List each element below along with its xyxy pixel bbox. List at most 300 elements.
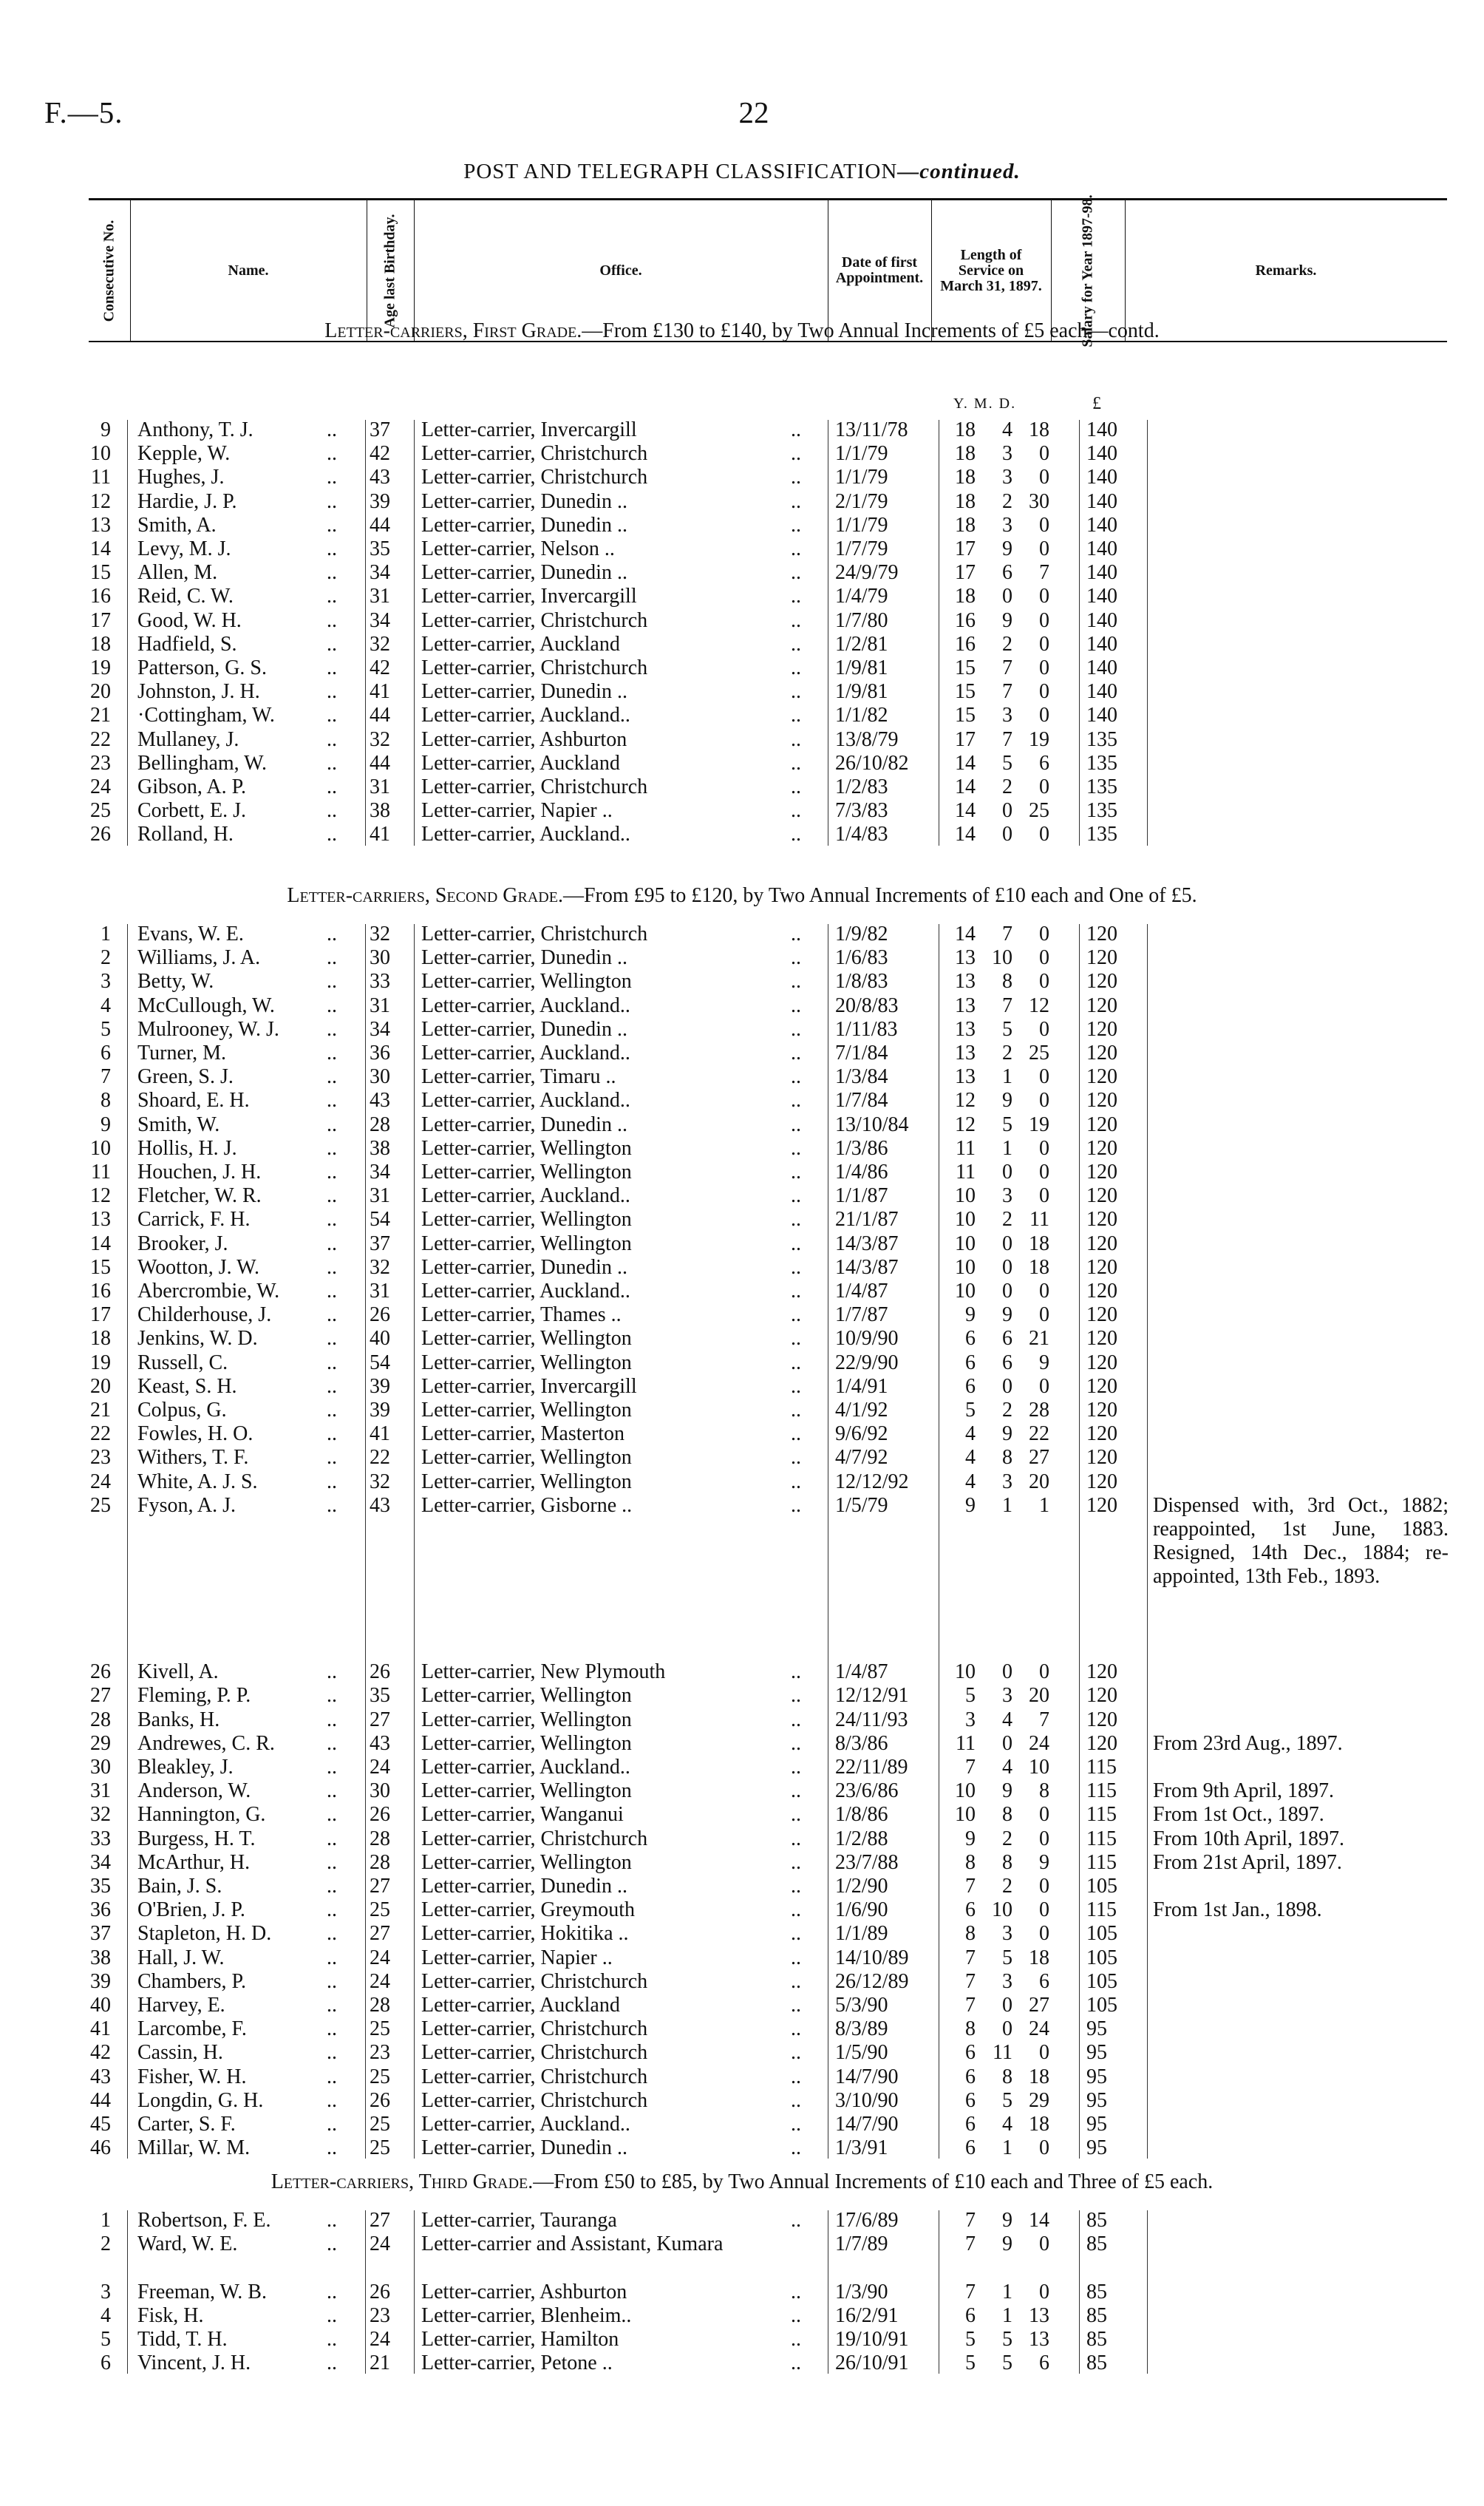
row-name: Cassin, H. — [137, 2041, 223, 2065]
row-number: 5 — [101, 2328, 111, 2351]
row-date: 1/8/86 — [835, 1803, 888, 1827]
row-months: 7 — [1002, 656, 1012, 679]
row-days: 25 — [1029, 1042, 1049, 1064]
leader-dots: .. — [791, 1756, 801, 1779]
leader-dots: .. — [791, 946, 801, 970]
row-years: 10 — [955, 1660, 976, 1684]
document-id: F.—5. — [44, 95, 123, 129]
row-office: Letter-carrier, Dunedin .. — [421, 1875, 627, 1898]
section-heading: Letter-carriers, Second Grade.—From £95 to £120, by Two Annual Increments of £10 each and One of £5. — [287, 884, 1197, 907]
leader-dots: .. — [327, 1303, 337, 1327]
row-number: 16 — [90, 1280, 111, 1303]
row-name: Hadfield, S. — [137, 632, 237, 656]
row-years: 11 — [956, 1161, 976, 1184]
leader-dots: .. — [327, 680, 337, 704]
row-salary: 115 — [1086, 1827, 1117, 1850]
col-header-name: Name. — [228, 262, 269, 279]
row-remarks: From 10th April, 1897. — [1153, 1827, 1345, 1850]
row-name: Reid, C. W. — [137, 585, 234, 608]
row-years: 6 — [965, 2065, 976, 2088]
row-office: Letter-carrier, Invercargill — [421, 418, 637, 441]
row-number: 17 — [90, 608, 111, 632]
row-office: Letter-carrier, Napier .. — [421, 1946, 613, 1969]
row-number: 23 — [90, 751, 111, 775]
row-salary: 140 — [1086, 704, 1117, 727]
leader-dots: .. — [327, 1660, 337, 1684]
row-age: 34 — [370, 1161, 390, 1184]
row-date: 10/9/90 — [835, 1327, 899, 1351]
row-office: Letter-carrier, Christchurch — [421, 442, 648, 466]
row-years: 8 — [965, 2017, 976, 2041]
leader-dots: .. — [791, 1327, 801, 1351]
leader-dots: .. — [791, 1493, 801, 1517]
row-number: 46 — [90, 2136, 111, 2160]
row-years: 13 — [955, 970, 976, 994]
leader-dots: .. — [791, 1850, 801, 1874]
row-date: 1/6/83 — [835, 946, 888, 970]
row-name: Carter, S. F. — [137, 2113, 236, 2136]
leader-dots: .. — [327, 1161, 337, 1184]
row-office: Letter-carrier, Masterton — [421, 1422, 625, 1446]
row-number: 15 — [90, 1255, 111, 1279]
row-age: 31 — [370, 1184, 390, 1208]
leader-dots: .. — [327, 1446, 337, 1470]
row-name: Mulrooney, W. J. — [137, 1017, 279, 1041]
leader-dots: .. — [791, 751, 801, 775]
row-name: Levy, M. J. — [137, 537, 231, 560]
row-age: 31 — [370, 585, 390, 608]
row-months: 5 — [1002, 1113, 1012, 1136]
row-years: 11 — [956, 1136, 976, 1160]
leader-dots: .. — [791, 923, 801, 945]
col-header-office: Office. — [599, 262, 642, 279]
table-row — [0, 1446, 1484, 1470]
column-rule — [1079, 2210, 1080, 2374]
row-number: 14 — [90, 537, 111, 560]
table-row — [0, 2328, 1484, 2352]
row-office: Letter-carrier, Auckland.. — [421, 1756, 630, 1779]
row-salary: 120 — [1086, 1399, 1117, 1422]
row-months: 1 — [1002, 2303, 1012, 2327]
row-date: 1/7/89 — [835, 2232, 888, 2256]
row-date: 7/3/83 — [835, 799, 888, 823]
leader-dots: .. — [791, 1136, 801, 1160]
row-months: 0 — [1002, 585, 1012, 608]
row-date: 1/7/87 — [835, 1303, 888, 1327]
leader-dots: .. — [791, 418, 801, 441]
row-years: 5 — [965, 2328, 976, 2351]
leader-dots: .. — [791, 704, 801, 727]
row-office: Letter-carrier, Wellington — [421, 1161, 632, 1184]
row-number: 12 — [90, 1184, 111, 1208]
table-row — [0, 1351, 1484, 1375]
row-name: Keast, S. H. — [137, 1374, 237, 1398]
row-salary: 85 — [1086, 2209, 1107, 2232]
row-name: Stapleton, H. D. — [137, 1922, 272, 1946]
row-office: Letter-carrier, Wellington — [421, 1684, 632, 1708]
row-years: 6 — [965, 2113, 976, 2136]
column-rule — [365, 2210, 366, 2374]
row-age: 27 — [370, 1708, 390, 1731]
row-date: 1/3/91 — [835, 2136, 888, 2160]
row-years: 7 — [965, 1969, 976, 1993]
row-days: 0 — [1039, 513, 1049, 537]
row-name: Jenkins, W. D. — [137, 1327, 258, 1351]
row-days: 27 — [1029, 1994, 1049, 2017]
row-years: 14 — [955, 799, 976, 823]
row-date: 1/2/83 — [835, 775, 888, 798]
row-years: 6 — [965, 1898, 976, 1922]
leader-dots: .. — [327, 489, 337, 513]
row-date: 14/10/89 — [835, 1946, 909, 1969]
row-months: 2 — [1002, 632, 1012, 656]
row-days: 8 — [1039, 1779, 1049, 1803]
row-years: 18 — [955, 513, 976, 537]
row-date: 1/7/79 — [835, 537, 888, 560]
row-days: 0 — [1039, 1660, 1049, 1684]
row-years: 7 — [965, 1875, 976, 1898]
table-row — [0, 1303, 1484, 1327]
column-rule — [127, 2210, 128, 2374]
row-days: 28 — [1029, 1399, 1049, 1422]
row-years: 8 — [965, 1850, 976, 1874]
table-row — [0, 1208, 1484, 1232]
row-salary: 95 — [1086, 2088, 1107, 2112]
leader-dots: .. — [327, 513, 337, 537]
leader-dots: .. — [327, 1113, 337, 1136]
table-row — [0, 2209, 1484, 2232]
row-number: 12 — [90, 489, 111, 513]
row-number: 22 — [90, 727, 111, 751]
row-name: Longdin, G. H. — [137, 2088, 264, 2112]
row-age: 25 — [370, 2017, 390, 2041]
row-number: 25 — [90, 1493, 111, 1517]
leader-dots: .. — [327, 1708, 337, 1731]
leader-dots: .. — [791, 2280, 801, 2303]
row-number: 32 — [90, 1803, 111, 1827]
col-header-remarks: Remarks. — [1255, 262, 1317, 279]
row-months: 3 — [1002, 1470, 1012, 1493]
row-age: 44 — [370, 513, 390, 537]
leader-dots: .. — [791, 1898, 801, 1922]
row-months: 2 — [1002, 1208, 1012, 1232]
leader-dots: .. — [791, 1374, 801, 1398]
table-row — [0, 442, 1484, 466]
row-months: 0 — [1002, 1255, 1012, 1279]
row-age: 44 — [370, 751, 390, 775]
table-row — [0, 537, 1484, 561]
row-days: 0 — [1039, 2041, 1049, 2065]
row-date: 1/5/90 — [835, 2041, 888, 2065]
row-number: 3 — [101, 970, 111, 994]
row-number: 6 — [101, 2352, 111, 2375]
table-row — [0, 1256, 1484, 1280]
table-row — [0, 561, 1484, 585]
row-name: Bellingham, W. — [137, 751, 267, 775]
row-age: 28 — [370, 1827, 390, 1850]
row-years: 9 — [965, 1827, 976, 1850]
row-days: 6 — [1039, 1969, 1049, 1993]
row-name: Hughes, J. — [137, 466, 225, 489]
row-office: Letter-carrier, Tauranga — [421, 2209, 617, 2232]
row-date: 12/12/91 — [835, 1684, 909, 1708]
row-salary: 120 — [1086, 1327, 1117, 1351]
leader-dots: .. — [791, 727, 801, 751]
row-name: Withers, T. F. — [137, 1446, 249, 1470]
leader-dots: .. — [791, 2303, 801, 2327]
row-date: 1/1/82 — [835, 704, 888, 727]
row-days: 10 — [1029, 1756, 1049, 1779]
row-salary: 140 — [1086, 680, 1117, 704]
leader-dots: .. — [327, 1827, 337, 1850]
row-date: 13/11/78 — [835, 418, 908, 441]
row-date: 3/10/90 — [835, 2088, 899, 2112]
row-days: 20 — [1029, 1470, 1049, 1493]
row-name: Good, W. H. — [137, 608, 242, 632]
row-months: 2 — [1002, 489, 1012, 513]
row-office: Letter-carrier, Greymouth — [421, 1898, 636, 1922]
row-office: Letter-carrier, Wellington — [421, 1708, 632, 1731]
row-name: Anderson, W. — [137, 1779, 251, 1803]
title-suffix: —continued. — [897, 160, 1021, 183]
table-row — [0, 1970, 1484, 1994]
row-office: Letter-carrier, Christchurch — [421, 656, 648, 679]
row-months: 11 — [993, 2041, 1012, 2065]
row-date: 14/3/87 — [835, 1232, 899, 1255]
row-days: 20 — [1029, 1684, 1049, 1708]
leader-dots: .. — [327, 1731, 337, 1755]
row-months: 1 — [1002, 1136, 1012, 1160]
leader-dots: .. — [791, 823, 801, 846]
row-office: Letter-carrier, Blenheim.. — [421, 2303, 632, 2327]
row-number: 24 — [90, 1470, 111, 1493]
table-row — [0, 1994, 1484, 2017]
row-number: 22 — [90, 1422, 111, 1446]
leader-dots: .. — [791, 994, 801, 1017]
row-date: 5/3/90 — [835, 1994, 888, 2017]
row-name: Colpus, G. — [137, 1399, 227, 1422]
row-salary: 120 — [1086, 1493, 1117, 1517]
row-date: 1/3/86 — [835, 1136, 888, 1160]
leader-dots: .. — [791, 632, 801, 656]
table-row — [0, 609, 1484, 633]
row-date: 17/6/89 — [835, 2209, 899, 2232]
leader-dots: .. — [791, 466, 801, 489]
row-date: 1/1/87 — [835, 1184, 888, 1208]
row-name: Hannington, G. — [137, 1803, 266, 1827]
row-salary: 120 — [1086, 1660, 1117, 1684]
row-days: 21 — [1029, 1327, 1049, 1351]
row-name: Houchen, J. H. — [137, 1161, 262, 1184]
row-number: 19 — [90, 1351, 111, 1374]
row-days: 22 — [1029, 1422, 1049, 1446]
row-salary: 85 — [1086, 2232, 1107, 2256]
row-age: 34 — [370, 608, 390, 632]
row-years: 18 — [955, 585, 976, 608]
row-name: Williams, J. A. — [137, 946, 261, 970]
leader-dots: .. — [791, 585, 801, 608]
leader-dots: .. — [791, 1827, 801, 1850]
row-name: Hardie, J. P. — [137, 489, 237, 513]
row-number: 15 — [90, 561, 111, 585]
row-days: 0 — [1039, 1303, 1049, 1327]
row-name: Corbett, E. J. — [137, 799, 246, 823]
row-years: 13 — [955, 994, 976, 1017]
row-name: Kepple, W. — [137, 442, 231, 466]
column-rule — [414, 2210, 415, 2374]
row-days: 0 — [1039, 585, 1049, 608]
leader-dots: .. — [791, 1994, 801, 2017]
row-age: 43 — [370, 1731, 390, 1755]
table-row — [0, 1161, 1484, 1184]
row-years: 17 — [955, 561, 976, 585]
row-number: 25 — [90, 799, 111, 823]
row-age: 24 — [370, 1946, 390, 1969]
column-rule — [1079, 420, 1080, 846]
row-days: 0 — [1039, 466, 1049, 489]
leader-dots: .. — [327, 2017, 337, 2041]
leader-dots: .. — [327, 1017, 337, 1041]
table-row — [0, 1660, 1484, 1684]
leader-dots: .. — [327, 2136, 337, 2160]
leader-dots: .. — [791, 442, 801, 466]
row-date: 20/8/83 — [835, 994, 899, 1017]
column-rule — [1147, 420, 1148, 846]
row-years: 6 — [965, 2041, 976, 2065]
leader-dots: .. — [791, 970, 801, 994]
row-years: 14 — [955, 751, 976, 775]
row-salary: 105 — [1086, 1922, 1117, 1946]
row-name: McCullough, W. — [137, 994, 275, 1017]
row-office: Letter-carrier, Wellington — [421, 1470, 632, 1493]
leader-dots: .. — [791, 1255, 801, 1279]
row-years: 6 — [965, 2088, 976, 2112]
row-name: Fletcher, W. R. — [137, 1184, 262, 1208]
row-salary: 140 — [1086, 632, 1117, 656]
row-office: Letter-carrier, Napier .. — [421, 799, 613, 823]
table-row — [0, 946, 1484, 970]
leader-dots: .. — [327, 1803, 337, 1827]
row-name: Fleming, P. P. — [137, 1684, 251, 1708]
row-date: 1/4/86 — [835, 1161, 888, 1184]
row-age: 43 — [370, 1089, 390, 1113]
row-age: 25 — [370, 2113, 390, 2136]
row-salary: 115 — [1086, 1756, 1117, 1779]
row-name: Fyson, A. J. — [137, 1493, 236, 1517]
row-date: 13/10/84 — [835, 1113, 909, 1136]
row-office: Letter-carrier, Auckland.. — [421, 1089, 630, 1113]
row-number: 24 — [90, 775, 111, 798]
leader-dots: .. — [327, 537, 337, 560]
leader-dots: .. — [327, 1946, 337, 1969]
row-days: 18 — [1029, 2113, 1049, 2136]
row-number: 27 — [90, 1684, 111, 1708]
row-office: Letter-carrier, Dunedin .. — [421, 1017, 627, 1041]
row-days: 19 — [1029, 1113, 1049, 1136]
row-date: 1/6/90 — [835, 1898, 888, 1922]
row-salary: 140 — [1086, 561, 1117, 585]
row-age: 23 — [370, 2303, 390, 2327]
leader-dots: .. — [791, 608, 801, 632]
leader-dots: .. — [791, 1042, 801, 1064]
leader-dots: .. — [327, 1089, 337, 1113]
row-number: 23 — [90, 1446, 111, 1470]
leader-dots: .. — [791, 561, 801, 585]
table-row — [0, 823, 1484, 846]
row-days: 0 — [1039, 970, 1049, 994]
row-days: 0 — [1039, 1089, 1049, 1113]
leader-dots: .. — [791, 2065, 801, 2088]
section-heading: Letter-carriers, Third Grade.—From £50 to £85, by Two Annual Increments of £10 each and Three of £5 each. — [270, 2170, 1214, 2193]
row-days: 0 — [1039, 1136, 1049, 1160]
table-row — [0, 2041, 1484, 2065]
row-remarks: Dispensed with, 3rd Oct., 1882; reappointed, 1st June, 1883. Resigned, 14th Dec., 1884; re-appointed, 13th Feb., 1893. — [1153, 1493, 1449, 1588]
row-salary: 120 — [1086, 1351, 1117, 1374]
row-office: Letter-carrier, Wellington — [421, 1779, 632, 1803]
row-age: 32 — [370, 1470, 390, 1493]
row-years: 4 — [965, 1422, 976, 1446]
row-number: 4 — [101, 994, 111, 1017]
row-number: 40 — [90, 1994, 111, 2017]
leader-dots: .. — [327, 1065, 337, 1089]
row-date: 1/9/82 — [835, 923, 888, 945]
row-age: 42 — [370, 656, 390, 679]
leader-dots: .. — [791, 1875, 801, 1898]
row-office: Letter-carrier, Auckland.. — [421, 1280, 630, 1303]
row-age: 25 — [370, 2065, 390, 2088]
row-office: Letter-carrier, Christchurch — [421, 608, 648, 632]
table-row — [0, 2281, 1484, 2304]
row-years: 7 — [965, 1994, 976, 2017]
row-years: 5 — [965, 2352, 976, 2375]
row-age: 43 — [370, 466, 390, 489]
row-salary: 135 — [1086, 727, 1117, 751]
row-days: 0 — [1039, 1898, 1049, 1922]
leader-dots: .. — [791, 2328, 801, 2351]
row-years: 13 — [955, 1042, 976, 1064]
row-salary: 120 — [1086, 1422, 1117, 1446]
row-months: 6 — [1002, 1327, 1012, 1351]
row-date: 7/1/84 — [835, 1042, 888, 1064]
leader-dots: .. — [791, 1351, 801, 1374]
leader-dots: .. — [327, 970, 337, 994]
leader-dots: .. — [791, 2136, 801, 2160]
row-months: 9 — [1002, 2232, 1012, 2256]
table-row — [0, 656, 1484, 680]
row-age: 26 — [370, 1660, 390, 1684]
row-number: 41 — [90, 2017, 111, 2041]
leader-dots: .. — [791, 489, 801, 513]
row-months: 3 — [1002, 704, 1012, 727]
row-name: O'Brien, J. P. — [137, 1898, 245, 1922]
row-date: 1/4/91 — [835, 1374, 888, 1398]
row-days: 0 — [1039, 1065, 1049, 1089]
row-age: 32 — [370, 1255, 390, 1279]
row-months: 5 — [1002, 2352, 1012, 2375]
row-name: Carrick, F. H. — [137, 1208, 251, 1232]
row-office: Letter-carrier, Auckland — [421, 1994, 620, 2017]
row-days: 18 — [1029, 1255, 1049, 1279]
row-salary: 120 — [1086, 1470, 1117, 1493]
row-years: 6 — [965, 2303, 976, 2327]
leader-dots: .. — [327, 1850, 337, 1874]
leader-dots: .. — [791, 1303, 801, 1327]
row-age: 37 — [370, 418, 390, 441]
row-name: Wootton, J. W. — [137, 1255, 259, 1279]
leader-dots: .. — [327, 1922, 337, 1946]
row-age: 34 — [370, 1017, 390, 1041]
row-salary: 140 — [1086, 442, 1117, 466]
